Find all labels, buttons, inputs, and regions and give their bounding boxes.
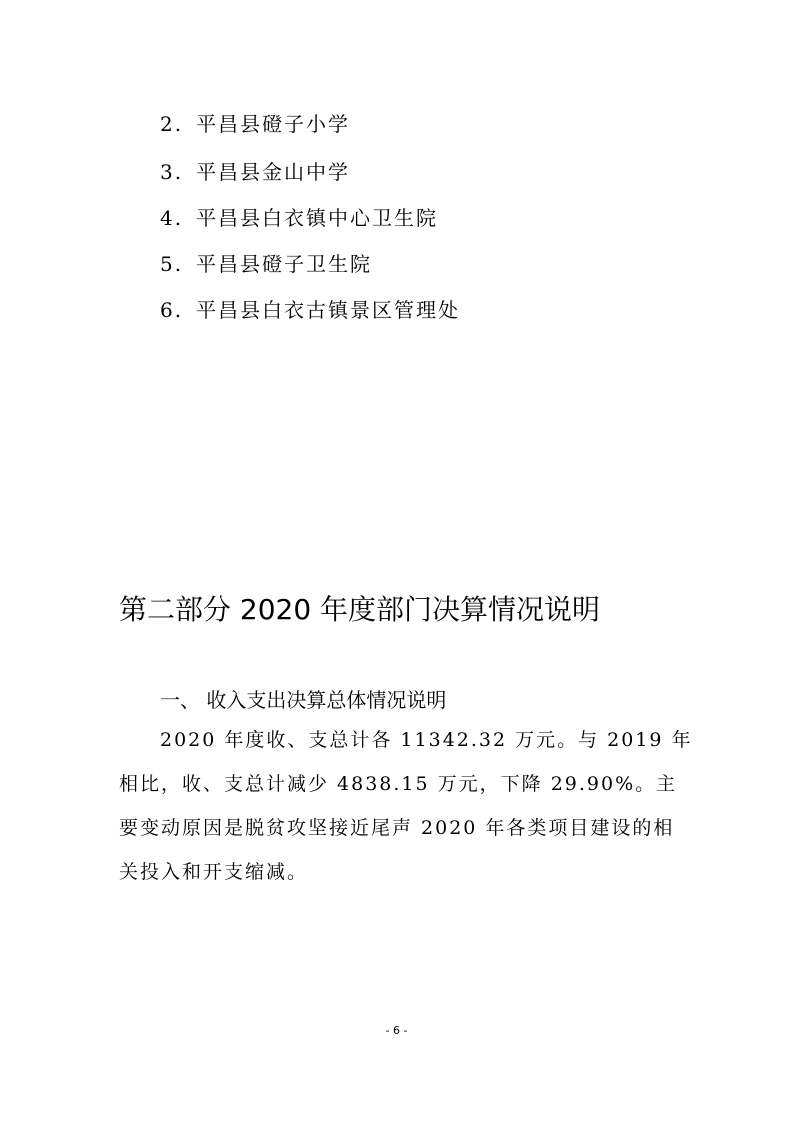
list-item-number: 5. bbox=[160, 252, 184, 276]
list-item bbox=[160, 108, 350, 137]
subsection-title: 一、 收入支出决算总体情况说明 bbox=[160, 688, 447, 712]
list-item-number: 2. bbox=[160, 112, 184, 136]
list-item-text: 平昌县磴子小学 bbox=[196, 112, 350, 136]
list-item-text: 平昌县白衣镇中心卫生院 bbox=[196, 206, 438, 230]
list-item-number: 4. bbox=[160, 206, 184, 230]
list-item-text: 平昌县磴子卫生院 bbox=[196, 252, 372, 276]
list-item bbox=[160, 248, 372, 277]
list-item-text: 平昌县白衣古镇景区管理处 bbox=[196, 298, 460, 322]
page-number: - 6 - bbox=[385, 1024, 408, 1037]
list-item bbox=[160, 202, 438, 231]
list-item bbox=[160, 156, 350, 185]
section-title: 第二部分 2020 年度部门决算情况说明 bbox=[119, 593, 601, 626]
list-item-number: 3. bbox=[160, 160, 184, 184]
list-item-text: 平昌县金山中学 bbox=[196, 160, 350, 184]
list-item bbox=[160, 294, 460, 323]
body-paragraph: 2020 年度收、支总计各 11342.32 万元。与 2019 年相比，收、支总计减少 4838.15 万元，下降 29.90%。主要变动原因是脱贫攻坚接近尾声 2020 年各类项目建设的相关投入和开支缩减。 bbox=[119, 729, 693, 883]
list-item-number: 6. bbox=[160, 298, 184, 322]
